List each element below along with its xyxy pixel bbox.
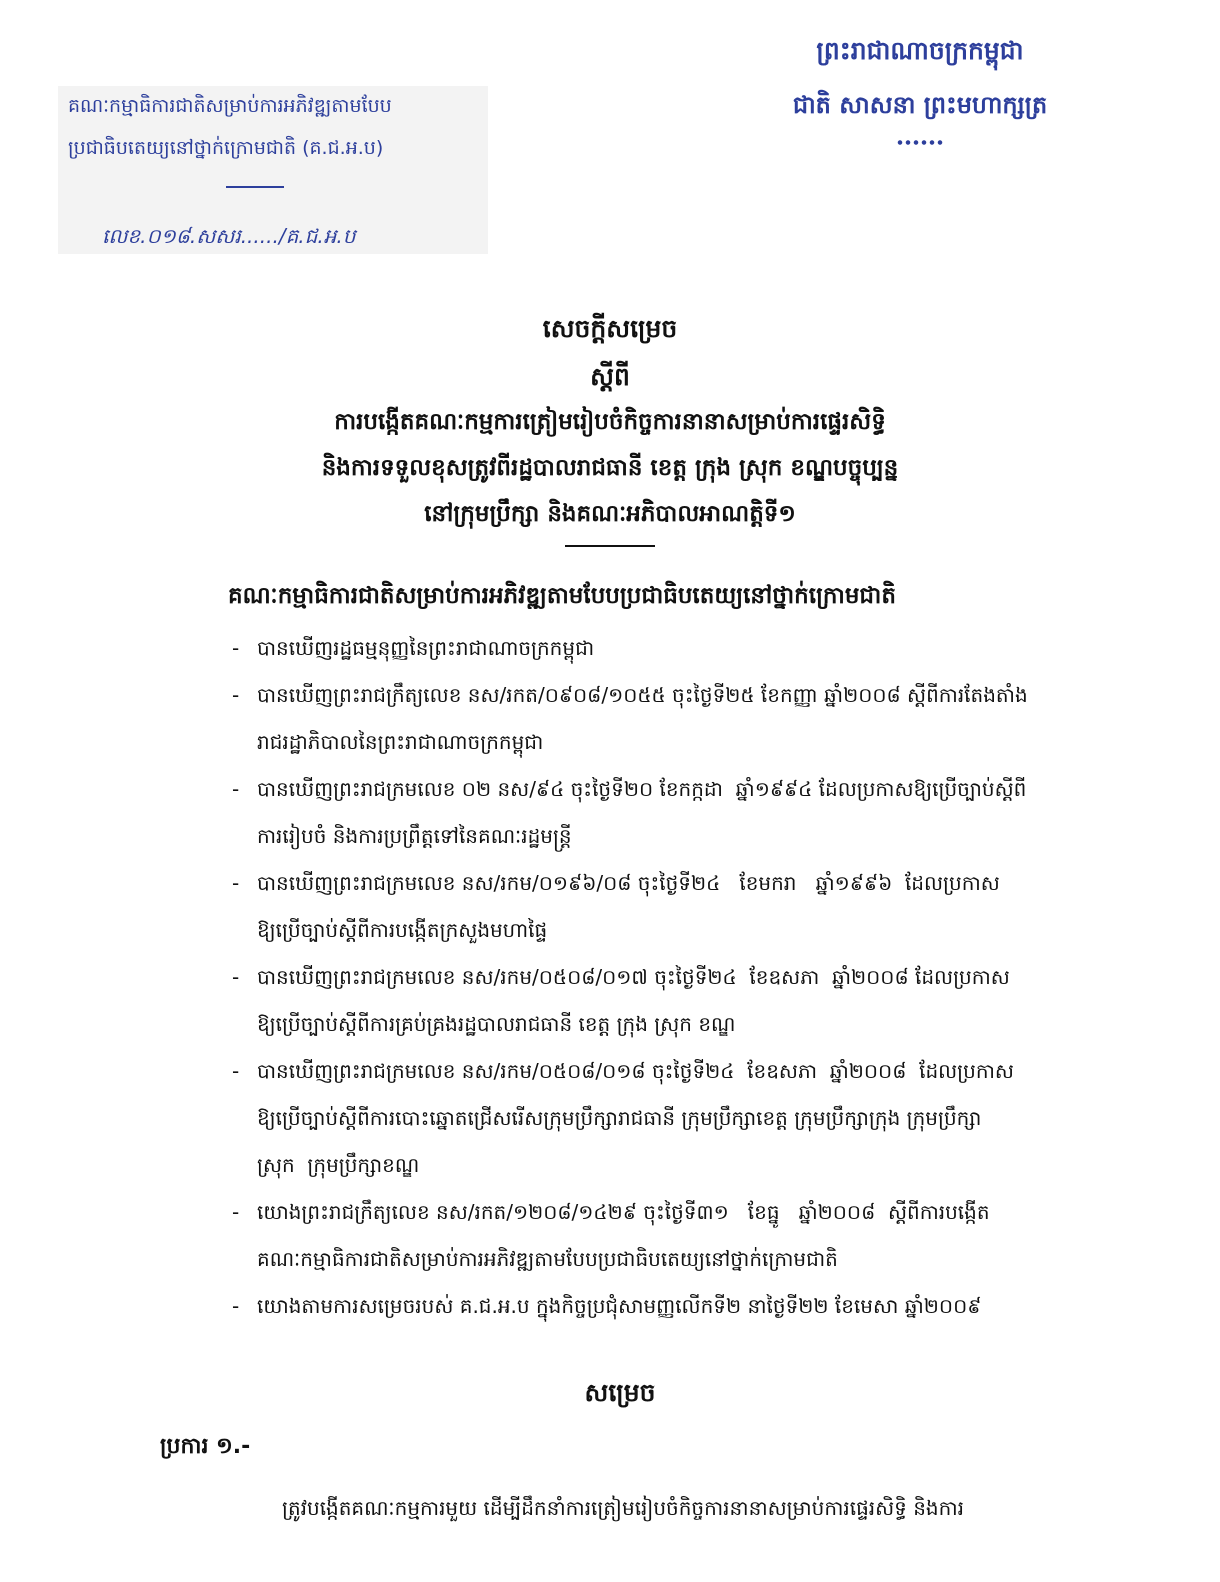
clause-list — [232, 625, 1102, 1330]
clause-item — [232, 766, 1102, 860]
article-text: ត្រូវបង្កើតគណៈកម្មការមួយ ដើម្បីដឹកនាំការត្រៀមរៀបចំកិច្ចការនានាសម្រាប់ការផ្ទេរសិទ្ធិ និងការ — [282, 1496, 965, 1520]
clause-bullet: - — [232, 683, 240, 707]
clause-text: បានឃើញព្រះរាជក្រឹត្យលេខ នស/រកត/០៩០៨/១០៥៥ ចុះថ្ងៃទី២៥ ខែកញ្ញា ឆ្នាំ២០០៨ ស្ដីពីការតែងតាំង រាជរដ្ឋាភិបាលនៃព្រះរាជាណាចក្រកម្ពុជា — [257, 683, 1028, 754]
decision-title-block — [200, 303, 1020, 547]
clause-bullet: - — [232, 777, 240, 801]
article-label: ប្រការ ១.- — [160, 1434, 251, 1459]
committee-name-line2: ប្រជាធិបតេយ្យនៅថ្នាក់ក្រោមជាតិ (គ.ជ.អ.ប) — [68, 137, 384, 159]
clause-text: យោងព្រះរាជក្រឹត្យលេខ នស/រកត/១២០៨/១៤២៩ ចុះថ្ងៃទី៣១ ខែធ្នូ ឆ្នាំ២០០៨ ស្ដីពីការបង្កើត គណៈកម្មាធិការជាតិសម្រាប់ការអភិវឌ្ឍតាមបែបប្រជាធិបតេយ្យនៅថ្នាក់ក្រោមជាតិ — [257, 1200, 990, 1271]
title-line-3: នៅក្រុមប្រឹក្សា និងគណៈអភិបាលអាណត្តិទី១ — [424, 501, 796, 527]
header-divider — [226, 186, 284, 188]
title-line-2: និងការទទួលខុសត្រូវពីរដ្ឋបាលរាជធានី ខេត្ត ក្រុង ស្រុក ខណ្ឌបច្ចុប្បន្ន — [321, 455, 899, 481]
kingdom-name: ព្រះរាជាណាចក្រកម្ពុជា — [816, 36, 1024, 65]
document-subtitle: ស្ដីពី — [590, 362, 630, 391]
committee-name-line1: គណៈកម្មាធិការជាតិសម្រាប់ការអភិវឌ្ឍតាមបែប — [68, 95, 392, 117]
decision-heading: សម្រេច — [584, 1378, 656, 1407]
clause-bullet: - — [232, 1294, 240, 1318]
reference-number: លេខ.០១៨.សសរ....../គ.ជ.អ.ប — [102, 224, 356, 248]
clause-item — [232, 672, 1102, 766]
clause-bullet: - — [232, 965, 240, 989]
clause-text: បានឃើញរដ្ឋធម្មនុញ្ញនៃព្រះរាជាណាចក្រកម្ពុជា — [257, 636, 595, 660]
title-divider — [565, 545, 655, 547]
committee-header — [58, 86, 488, 254]
clause-text: យោងតាមការសម្រេចរបស់ គ.ជ.អ.ប ក្នុងកិច្ចប្រជុំសាមញ្ញលើកទី២ នាថ្ងៃទី២២ ខែមេសា ឆ្នាំ២០០៩ — [257, 1294, 982, 1318]
clause-bullet: - — [232, 1059, 240, 1083]
clause-item — [232, 625, 1102, 672]
clause-item — [232, 860, 1102, 954]
clause-text: បានឃើញព្រះរាជក្រមលេខ នស/រកម/០១៩៦/០៨ ចុះថ្ងៃទី២៤ ខែមករា ឆ្នាំ១៩៩៦ ដែលប្រកាស ឱ្យប្រើច្បាប់ស្ដីពីការបង្កើតក្រសួងមហាផ្ទៃ — [257, 871, 1000, 942]
clause-bullet: - — [232, 871, 240, 895]
document-title: សេចក្ដីសម្រេច — [542, 314, 678, 343]
body-heading: គណៈកម្មាធិការជាតិសម្រាប់ការអភិវឌ្ឍតាមបែបប្រជាធិបតេយ្យនៅថ្នាក់ក្រោមជាតិ — [228, 583, 896, 609]
clause-text: បានឃើញព្រះរាជក្រមលេខ នស/រកម/០៥០៨/០១៧ ចុះថ្ងៃទី២៤ ខែឧសភា ឆ្នាំ២០០៨ ដែលប្រកាស ឱ្យប្រើច្បាប់ស្ដីពីការគ្រប់គ្រងរដ្ឋបាលរាជធានី ខេត្ត ក្រុង ស្រុក ខណ្ឌ — [257, 965, 1010, 1036]
ornament-divider — [896, 139, 944, 146]
title-line-1: ការបង្កើតគណៈកម្មការត្រៀមរៀបចំកិច្ចការនានាសម្រាប់ការផ្ទេរសិទ្ធិ — [334, 409, 886, 435]
clause-bullet: - — [232, 1200, 240, 1224]
clause-text: បានឃើញព្រះរាជក្រមលេខ ០២ នស/៩៤ ចុះថ្ងៃទី២០ ខែកក្កដា ឆ្នាំ១៩៩៤ ដែលប្រកាសឱ្យប្រើច្បាប់ស្ដីពី ការរៀបចំ និងការប្រព្រឹត្តទៅនៃគណៈរដ្ឋមន្ត្រី — [257, 777, 1027, 848]
clause-item — [232, 954, 1102, 1048]
clause-item — [232, 1048, 1102, 1189]
clause-item — [232, 1283, 1102, 1330]
national-motto: ជាតិ សាសនា ព្រះមហាក្សត្រ — [792, 91, 1048, 119]
clause-text: បានឃើញព្រះរាជក្រមលេខ នស/រកម/០៥០៨/០១៨ ចុះថ្ងៃទី២៤ ខែឧសភា ឆ្នាំ២០០៨ ដែលប្រកាស ឱ្យប្រើច្បាប់ស្ដីពីការបោះឆ្នោតជ្រើសរើសក្រុមប្រឹក្សារាជធានី ក្រុមប្រឹក្សាខេត្ត ក្រុមប្រឹក្សាក្រុង ក្រុមប្រឹក្សា ស្រុក ក្រុមប្រឹក្សាខណ្ឌ — [257, 1059, 1014, 1177]
clause-item — [232, 1189, 1102, 1283]
kingdom-header — [770, 28, 1070, 146]
clause-bullet: - — [232, 636, 240, 660]
